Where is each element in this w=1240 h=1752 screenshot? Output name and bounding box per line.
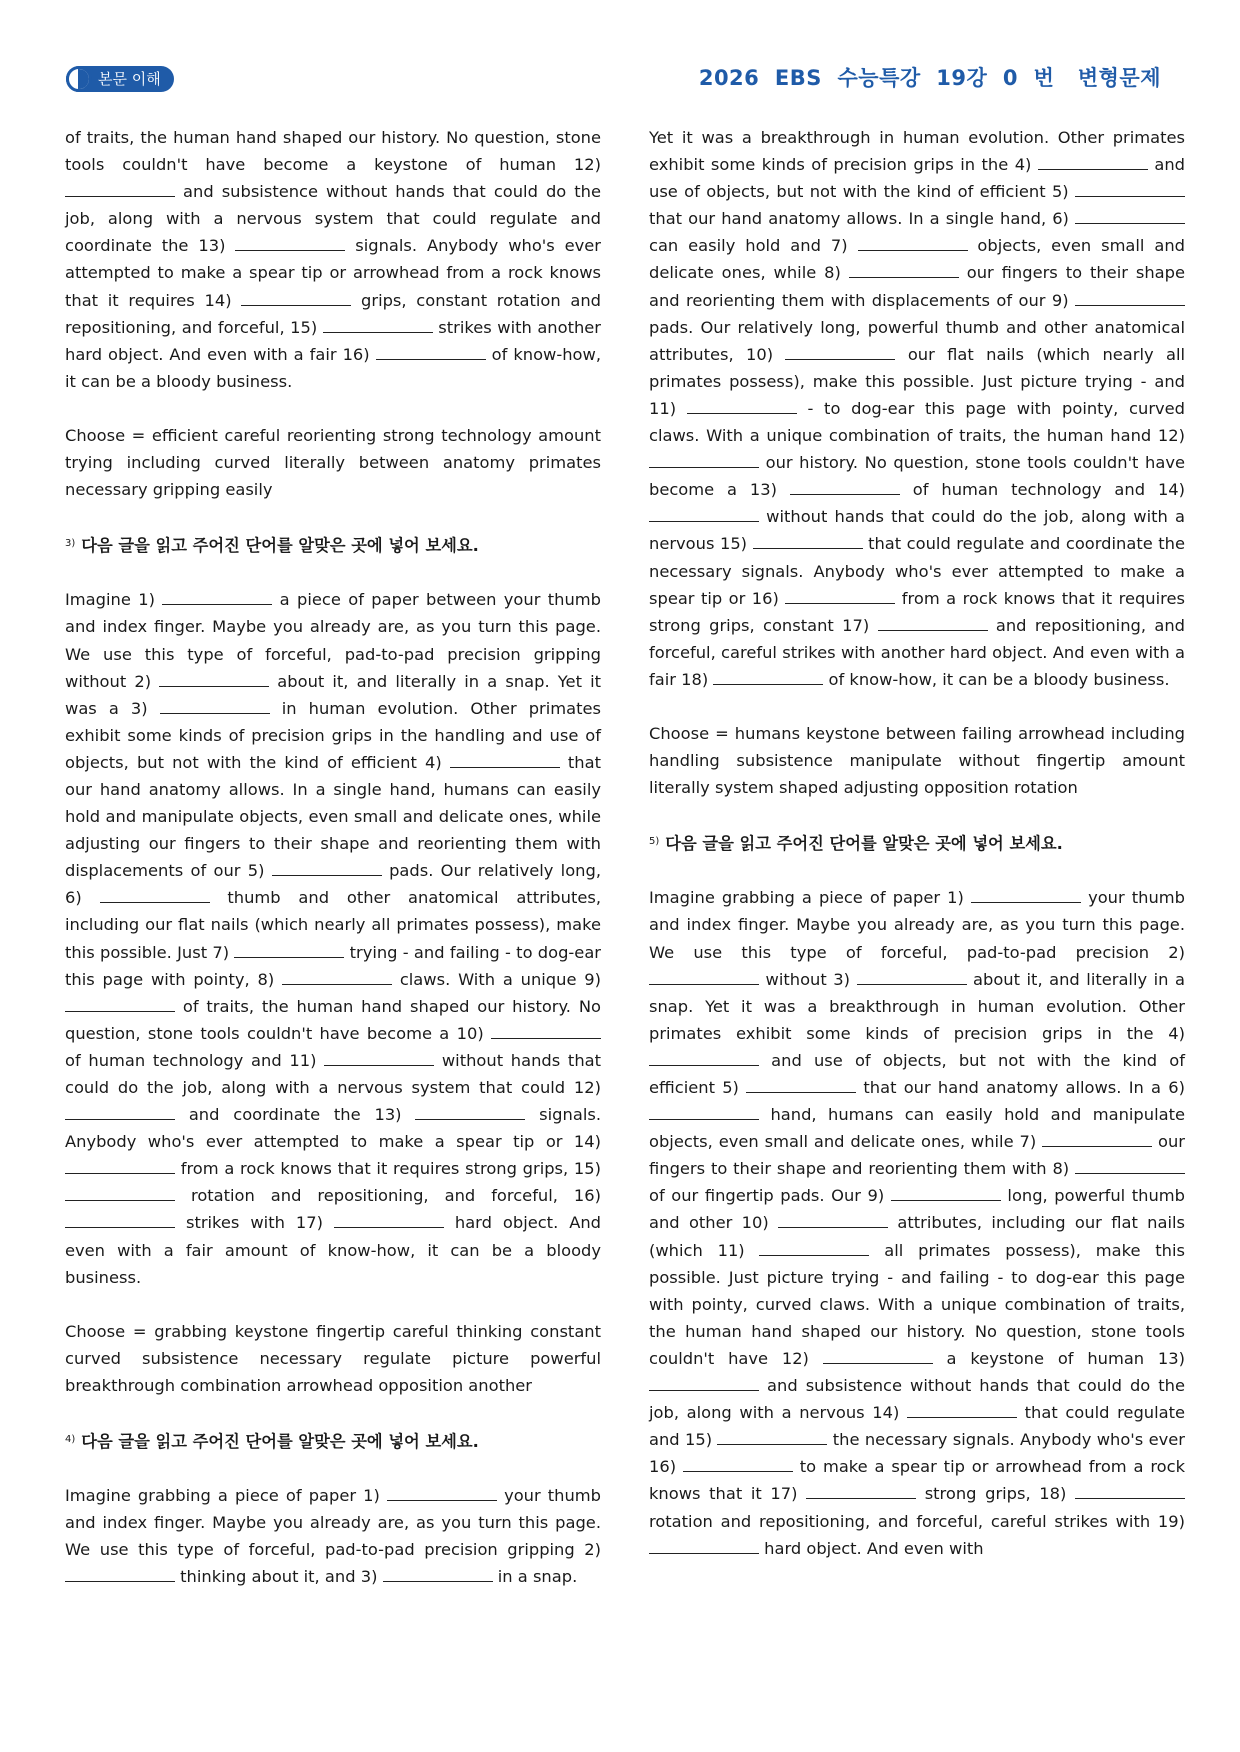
answer-blank[interactable]: [100, 888, 210, 903]
passage-text: our flat nails (which nearly all primates possess), make this possible. Just picture trying - and 11): [649, 344, 1186, 418]
passage-continued: [65, 124, 601, 395]
answer-blank[interactable]: [1038, 155, 1148, 170]
passage-text: of know-how, it can be a bloody business.: [823, 669, 1170, 689]
passage-text: of know-how, it can be a bloody business.: [65, 344, 601, 391]
answer-blank[interactable]: [746, 1078, 856, 1093]
passage-text: all primates possess), make this possible. Just picture trying - and failing - to dog-ear this page with pointy, curved claws. With a unique combination of traits, the human hand shaped our history. No question, stone tools couldn't have 12): [649, 1240, 1185, 1368]
answer-blank[interactable]: [450, 753, 560, 768]
answer-blank[interactable]: [806, 1484, 916, 1499]
answer-blank[interactable]: [282, 970, 392, 985]
passage-text: our fingers to their shape and reorienting them with displacements of our 9): [649, 263, 1185, 310]
answer-blank[interactable]: [849, 263, 959, 278]
answer-blank[interactable]: [857, 970, 967, 985]
answer-blank[interactable]: [491, 1024, 601, 1039]
passage-text: without hands that could do the job, along with a nervous 15): [649, 507, 1185, 554]
passage-text: and subsistence without hands that could do the job, along with a nervous 14): [649, 1376, 1185, 1423]
passage-text: in human evolution. Other primates exhibit some kinds of precision grips in the handling and use of objects, but not with the kind of efficient 4): [65, 698, 601, 772]
instruction-text: 다음 글을 읽고 주어진 단어를 알맞은 곳에 넣어 보세요.: [81, 536, 479, 556]
answer-blank[interactable]: [687, 399, 797, 414]
passage-text: claws. With a unique 9): [392, 969, 601, 989]
passage-text: from a rock knows that it requires strong grips, constant 17): [649, 588, 1185, 635]
section-badge: [66, 66, 174, 92]
left-column: [65, 124, 601, 1618]
passage-text: - to dog-ear this page with pointy, curved claws. With a unique combination of traits, the human hand 12): [649, 398, 1186, 446]
passage-text: of human technology and 11): [65, 1050, 325, 1070]
answer-blank[interactable]: [907, 1403, 1017, 1418]
passage-text: that could regulate and 15): [649, 1403, 1185, 1450]
answer-blank[interactable]: [65, 1567, 175, 1582]
question-instruction: [65, 1426, 601, 1455]
question-number: 4): [65, 1434, 76, 1446]
passage-text: of traits, the human hand shaped our history. No question, stone tools couldn't have become a keystone of human 12): [65, 128, 601, 175]
passage-text: our fingers to their shape and reorienting them with 8): [649, 1132, 1185, 1179]
passage-text: from a rock knows that it requires strong grips, 15): [175, 1159, 601, 1179]
answer-blank[interactable]: [323, 318, 433, 333]
answer-blank[interactable]: [234, 943, 344, 958]
right-column: [649, 124, 1185, 1589]
answer-blank[interactable]: [785, 345, 895, 360]
page-header: [0, 0, 1240, 110]
answer-blank[interactable]: [753, 534, 863, 549]
passage-text: our history. No question, stone tools couldn't have become a 13): [649, 453, 1185, 500]
answer-blank[interactable]: [65, 1213, 175, 1228]
passage-text: Yet it was a breakthrough in human evolution. Other primates exhibit some kinds of precision grips in the 4): [649, 128, 1185, 175]
answer-blank[interactable]: [717, 1430, 827, 1445]
passage-text: hand, humans can easily hold and manipulate objects, even small and delicate ones, while 7): [649, 1105, 1185, 1152]
answer-blank[interactable]: [683, 1457, 793, 1472]
answer-blank[interactable]: [1042, 1132, 1152, 1147]
passage-text: of traits, the human hand shaped our history. No question, stone tools couldn't have become a 10): [65, 996, 601, 1043]
passage-text: rotation and repositioning, and forceful, 16): [175, 1186, 601, 1206]
answer-blank[interactable]: [649, 1105, 759, 1120]
answer-blank[interactable]: [1075, 1159, 1185, 1174]
passage-text: and repositioning, and forceful, careful strikes with another hard object. And even with a fair 18): [649, 615, 1185, 689]
passage-text: the necessary signals. Anybody who's ever 16): [649, 1430, 1185, 1477]
passage-text: pads. Our relatively long, powerful thumb and other anatomical attributes, 10): [649, 317, 1185, 364]
answer-blank[interactable]: [649, 1376, 759, 1391]
question-instruction: [649, 828, 1185, 857]
passage-text: a keystone of human 13): [932, 1348, 1185, 1368]
passage-text: thinking about it, and 3): [175, 1567, 383, 1587]
badge-label: 본문 이해: [98, 70, 161, 88]
passage-continued: [649, 124, 1185, 693]
answer-blank[interactable]: [272, 861, 382, 876]
passage-text: without 3): [759, 969, 857, 989]
word-bank: Choose = humans keystone between failing arrowhead including handling subsistence manipulate without fingertip amount literally system shaped adjusting opposition rotation: [649, 723, 1185, 798]
passage-text: that our hand anatomy allows. In a single hand, humans can easily hold and manipulate objects, even small and delicate ones, while adjusting our fingers to their shape and reorienting them with displacements of our 5): [65, 752, 601, 881]
half-circle-icon: [66, 66, 92, 92]
passage-text: your thumb and index finger. Maybe you already are, as you turn this page. We use this type of forceful, pad-to-pad precision gripping 2): [65, 1486, 601, 1560]
passage-text: grips, constant rotation and repositioning, and forceful, 15): [65, 290, 602, 337]
passage-text: signals. Anybody who's ever attempted to make a spear tip or arrowhead from a rock knows that it requires 14): [65, 236, 602, 310]
answer-blank[interactable]: [1075, 1484, 1185, 1499]
passage-text: strikes with 17): [175, 1213, 334, 1233]
answer-blank[interactable]: [649, 453, 759, 468]
answer-blank[interactable]: [649, 1051, 759, 1066]
passage-text: long, powerful thumb and other 10): [649, 1186, 1185, 1233]
answer-blank[interactable]: [778, 1213, 888, 1228]
word-bank: Choose = grabbing keystone fingertip careful thinking constant curved subsistence necessary regulate picture powerful breakthrough combination arrowhead opposition another: [65, 1321, 601, 1395]
passage-text: of human technology and 14): [899, 480, 1186, 500]
passage-text: and use of objects, but not with the kind of efficient 5): [649, 155, 1185, 202]
answer-blank[interactable]: [376, 345, 486, 360]
page-title: 2026 EBS 수능특강 19강 0 번 변형문제: [698, 66, 1161, 90]
passage-text: strong grips, 18): [916, 1484, 1075, 1504]
answer-blank[interactable]: [759, 1241, 869, 1256]
word-bank: Choose = efficient careful reorienting strong technology amount trying including curved literally between anatomy primates necessary gripping easily: [65, 425, 601, 500]
passage-text: thumb and other anatomical attributes, including our flat nails (which nearly all primates possess), make this possible. Just 7): [65, 888, 602, 962]
passage-text: a piece of paper between your thumb and index finger. Maybe you already are, as you turn this page. We use this type of forceful, pad-to-pad precision gripping without 2): [65, 590, 601, 691]
passage-text: rotation and repositioning, and forceful, careful strikes with 19): [649, 1511, 1185, 1531]
passage-text: that our hand anatomy allows. In a single hand, 6): [649, 209, 1075, 229]
answer-blank[interactable]: [162, 590, 272, 605]
answer-blank[interactable]: [1075, 291, 1185, 306]
passage-text: about it, and literally in a snap. Yet it was a breakthrough in human evolution. Other primates exhibit some kinds of precision grips in the 4): [649, 969, 1185, 1043]
answer-blank[interactable]: [878, 616, 988, 631]
passage-text: and subsistence without hands that could do the job, along with a nervous system that could regulate and coordinate the 13): [65, 182, 601, 256]
answer-blank[interactable]: [785, 589, 895, 604]
answer-blank[interactable]: [324, 1051, 434, 1066]
answer-blank[interactable]: [858, 236, 968, 251]
passage-text: Imagine grabbing a piece of paper 1): [65, 1486, 387, 1506]
passage-text: to make a spear tip or arrowhead from a rock knows that it 17): [649, 1457, 1185, 1504]
passage-text: signals. Anybody who's ever attempted to make a spear tip or 14): [65, 1105, 601, 1152]
answer-blank[interactable]: [160, 699, 270, 714]
passage-text: that could regulate and coordinate the necessary signals. Anybody who's ever attempted to make a spear tip or 16): [649, 534, 1185, 608]
question-instruction: [65, 530, 601, 559]
passage-text: and use of objects, but not with the kind of efficient 5): [649, 1050, 1185, 1097]
passage: [65, 586, 601, 1290]
passage-text: your thumb and index finger. Maybe you already are, as you turn this page. We use this type of forceful, pad-to-pad precision 2): [649, 888, 1185, 962]
passage-text: strikes with another hard object. And even with a fair 16): [65, 317, 601, 364]
answer-blank[interactable]: [65, 997, 175, 1012]
answer-blank[interactable]: [65, 1105, 175, 1120]
answer-blank[interactable]: [415, 1105, 525, 1120]
passage-text: Imagine 1): [65, 590, 163, 610]
passage-text: pads. Our relatively long, 6): [65, 861, 601, 908]
answer-blank[interactable]: [65, 1186, 175, 1201]
passage-text: hard object. And even with a fair amount of know-how, it can be a bloody business.: [65, 1213, 602, 1287]
passage-text: trying - and failing - to dog-ear this page with pointy, 8): [65, 942, 601, 989]
answer-blank[interactable]: [1075, 209, 1185, 224]
answer-blank[interactable]: [891, 1186, 1001, 1201]
passage-text: of our fingertip pads. Our 9): [649, 1186, 891, 1206]
passage-text: objects, even small and delicate ones, while 8): [649, 236, 1186, 283]
answer-blank[interactable]: [649, 507, 759, 522]
answer-blank[interactable]: [334, 1213, 444, 1228]
answer-blank[interactable]: [713, 670, 823, 685]
passage-text: and coordinate the 13): [175, 1105, 416, 1125]
question-number: 3): [65, 538, 76, 550]
passage-text: can easily hold and 7): [649, 236, 858, 256]
passage-text: without hands that could do the job, along with a nervous system that could 12): [65, 1050, 601, 1097]
question-number: 5): [649, 836, 660, 848]
answer-blank[interactable]: [159, 672, 269, 687]
answer-blank[interactable]: [1075, 182, 1185, 197]
passage-text: about it, and literally in a snap. Yet it was a 3): [65, 671, 601, 718]
answer-blank[interactable]: [65, 182, 175, 197]
answer-blank[interactable]: [971, 888, 1081, 903]
passage-text: hard object. And even with: [759, 1538, 984, 1558]
answer-blank[interactable]: [823, 1349, 933, 1364]
instruction-text: 다음 글을 읽고 주어진 단어를 알맞은 곳에 넣어 보세요.: [81, 1432, 479, 1452]
answer-blank[interactable]: [649, 1539, 759, 1554]
passage-text: that our hand anatomy allows. In a 6): [856, 1078, 1185, 1097]
instruction-text: 다음 글을 읽고 주어진 단어를 알맞은 곳에 넣어 보세요.: [665, 834, 1063, 854]
answer-blank[interactable]: [649, 970, 759, 985]
answer-blank[interactable]: [235, 236, 345, 251]
answer-blank[interactable]: [790, 480, 900, 495]
passage: [65, 1482, 601, 1590]
passage-text: Imagine grabbing a piece of paper 1): [649, 888, 971, 908]
passage: [649, 884, 1185, 1561]
answer-blank[interactable]: [241, 291, 351, 306]
passage-text: in a snap.: [492, 1567, 578, 1587]
passage-text: attributes, including our flat nails (which 11): [649, 1213, 1185, 1260]
answer-blank[interactable]: [383, 1567, 493, 1582]
answer-blank[interactable]: [387, 1486, 497, 1501]
answer-blank[interactable]: [65, 1159, 175, 1174]
